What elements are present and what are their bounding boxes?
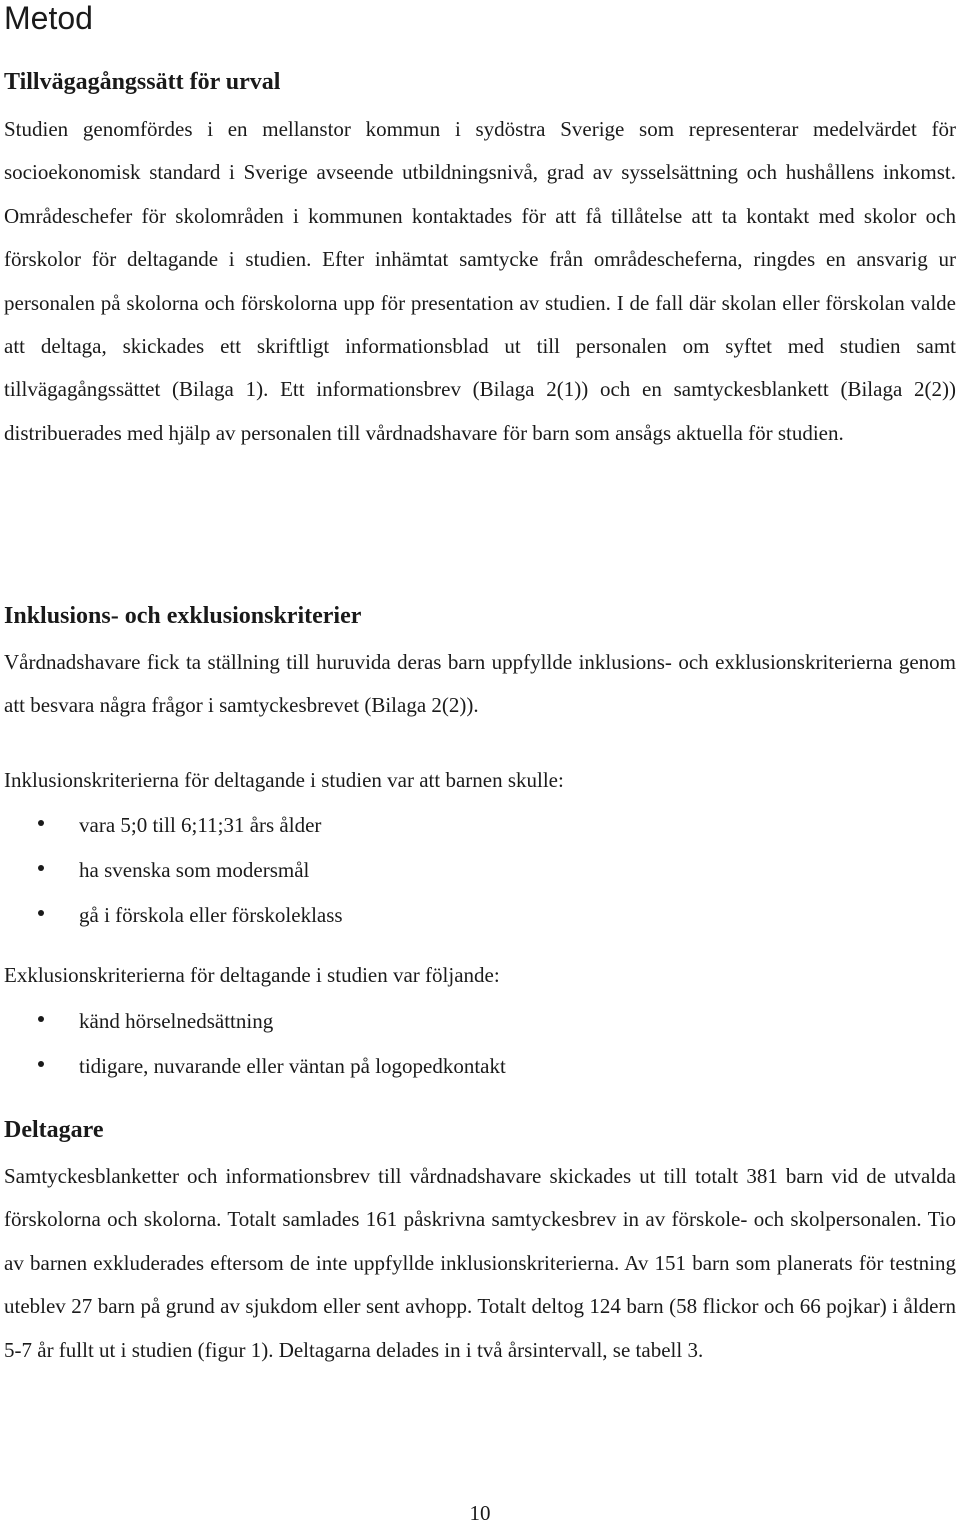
- bullet-icon: [38, 820, 44, 826]
- chapter-title: Metod: [4, 0, 93, 36]
- bullet-icon: [38, 1061, 44, 1067]
- exclusion-intro: Exklusionskriterierna för deltagande i studien var följande:: [4, 963, 500, 987]
- section-heading-urval: Tillvägagångssätt för urval: [4, 69, 281, 95]
- section-heading-kriterier: Inklusions- och exklusionskriterier: [4, 603, 362, 629]
- page-number: 10: [469, 1501, 491, 1525]
- section-heading-deltagare: Deltagare: [4, 1117, 104, 1143]
- bullet-icon: [38, 910, 44, 916]
- paragraph-deltagare: Samtyckesblanketter och informationsbrev till vårdnadshavare skickades ut till totalt 381 barn vid de utvalda förskolorna och skolorna. Totalt samlades 161 påskrivna samtyckesbrev in av förskole- och skolpersonalen. Tio av barnen exkluderades eftersom de inte uppfyllde inklusionskriterierna. Av 151 barn som planerats för testning uteblev 27 barn på grund av sjukdom eller sent avhopp. Totalt deltog 124 barn (58 flickor och 66 pojkar) i åldern 5-7 år fullt ut i studien (figur 1). Deltagarna delades in i två årsintervall, se tabell 3.: [4, 1164, 956, 1362]
- paragraph-urval: Studien genomfördes i en mellanstor kommun i sydöstra Sverige som representerar medelvärdet för socioekonomisk standard i Sverige avseende utbildningsnivå, grad av sysselsättning och hushållens inkomst. Områdeschefer för skolområden i kommunen kontaktades för att få tillåtelse att ta kontakt med skolor och förskolor för deltagande i studien. Efter inhämtat samtycke från områdescheferna, ringdes en ansvarig ur personalen på skolorna och förskolorna upp för presentation av studien. I de fall där skolan eller förskolan valde att deltaga, skickades ett skriftligt informationsblad ut till personalen om syftet med studien samt tillvägagångssättet (Bilaga 1). Ett informationsbrev (Bilaga 2(1)) och en samtyckesblankett (Bilaga 2(2)) distribuerades med hjälp av personalen till vårdnadshavare för barn som ansågs aktuella för studien.: [4, 117, 956, 445]
- inclusion-intro: Inklusionskriterierna för deltagande i studien var att barnen skulle:: [4, 768, 564, 792]
- paragraph-kriterier: Vårdnadshavare fick ta ställning till huruvida deras barn uppfyllde inklusions- och exklusionskriterierna genom att besvara några frågor i samtyckesbrevet (Bilaga 2(2)).: [4, 650, 956, 718]
- bullet-icon: [38, 1016, 44, 1022]
- bullet-icon: [38, 865, 44, 871]
